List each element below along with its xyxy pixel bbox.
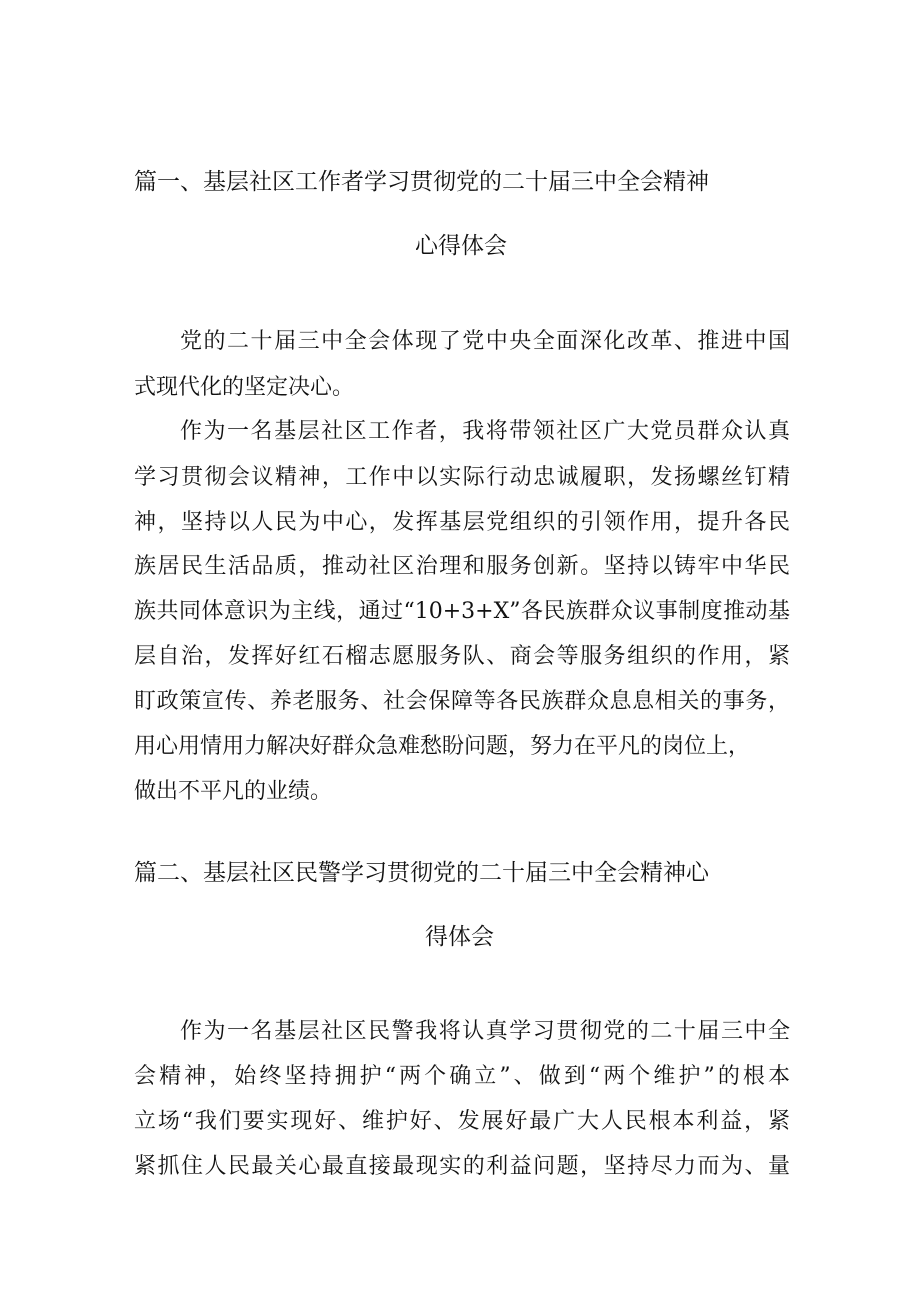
section1-p2-line8: 用心用情用力解决好群众急难愁盼问题，努力在平凡的岗位上， (134, 734, 751, 759)
section1-p2-line9: 做出不平凡的业绩。 (134, 779, 333, 804)
section1-p2-line6: 层自治，发挥好红石榴志愿服务队、商会等服务组织的作用，紧 (134, 644, 790, 669)
section1-p2-line5: 族共同体意识为主线，通过“10+3+X”各民族群众议事制度推动基 (134, 599, 790, 624)
section1-p2-line1: 作为一名基层社区工作者，我将带领社区广大党员群众认真 (180, 419, 790, 444)
section1-title-line1: 篇一、基层社区工作者学习贯彻党的二十届三中全会精神 (134, 169, 709, 195)
section2-p1-line3: 立场“我们要实现好、维护好、发展好最广大人民根本利益，紧 (134, 1109, 790, 1134)
section2-title-line1: 篇二、基层社区民警学习贯彻党的二十届三中全会精神心 (134, 860, 709, 886)
section1-p2-line2: 学习贯彻会议精神，工作中以实际行动忠诚履职，发扬螺丝钉精 (134, 465, 790, 490)
section1-p1-line2: 式现代化的坚定决心。 (134, 375, 355, 400)
section1-title-line2: 心得体会 (415, 233, 507, 259)
section2-p1-line4: 紧抓住人民最关心最直接最现实的利益问题，坚持尽力而为、量 (134, 1154, 790, 1179)
section2-p1-line2: 会精神，始终坚持拥护“两个确立”、做到“两个维护”的根本 (134, 1064, 790, 1089)
section1-p2-line3: 神，坚持以人民为中心，发挥基层党组织的引领作用，提升各民 (134, 510, 790, 535)
section2-p1-line1: 作为一名基层社区民警我将认真学习贯彻党的二十届三中全 (180, 1019, 790, 1044)
section1-p2-line7: 盯政策宣传、养老服务、社会保障等各民族群众息息相关的事务， (134, 689, 790, 714)
section1-p1-line1: 党的二十届三中全会体现了党中央全面深化改革、推进中国 (180, 329, 790, 354)
section1-p2-line4: 族居民生活品质，推动社区治理和服务创新。坚持以铸牢中华民 (134, 554, 790, 579)
section2-title-line2: 得体会 (425, 924, 494, 950)
